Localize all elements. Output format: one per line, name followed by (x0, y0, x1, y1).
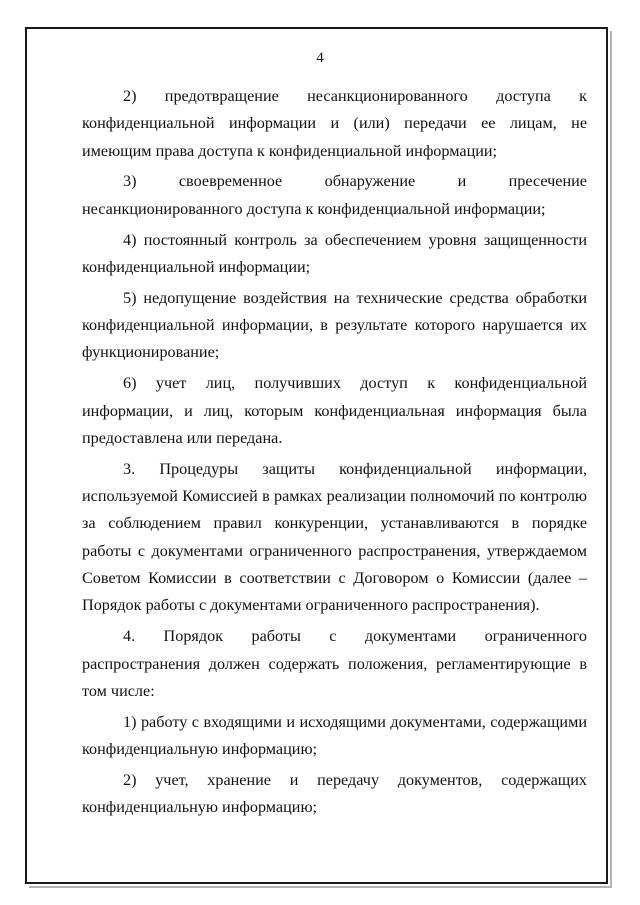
paragraph-subitem-2: 2) учет, хранение и передачу документов, содержащих конфиденциальную информацию; (82, 770, 587, 817)
paragraph-subitem-1: 1) работу с входящими и исходящими документами, содержащими конфиденциальную информацию; (82, 712, 587, 758)
paragraph-item-5: 5) недопущение воздействия на технические средства обработки конфиденциальной информации, в результате которого нарушается их функционирование; (82, 288, 587, 362)
paragraph-item-2: 2) предотвращение несанкционированного доступа к конфиденциальной информации и (или) передачи ее лицам, не имеющим права доступа к конфиденциальной информации; (82, 87, 587, 160)
page-number: 4 (316, 50, 324, 66)
paragraph-item-6: 6) учет лиц, получивших доступ к конфиденциальной информации, и лиц, которым конфиденциальная информация была предоставлена или передана. (82, 374, 587, 447)
paragraph-section-4: 4. Порядок работы с документами ограниченного распространения должен содержать положения, регламентирующие в том числе: (82, 627, 587, 700)
paragraph-item-4: 4) постоянный контроль за обеспечением уровня защищенности конфиденциальной информации; (82, 230, 587, 276)
paragraph-section-3: 3. Процедуры защиты конфиденциальной информации, используемой Комиссией в рамках реализации полномочий по контролю за соблюдением правил конкуренции, устанавливаются в порядке работы с документами ограниченного распространения, утверждаемом Советом Комиссии в соответствии с Договором о Комиссии (далее – Порядок работы с документами ограниченного распространения). (82, 459, 587, 615)
document-body (82, 83, 587, 825)
paragraph-item-3: 3) своевременное обнаружение и пресечение несанкционированного доступа к конфиденциальной информации; (82, 172, 587, 218)
